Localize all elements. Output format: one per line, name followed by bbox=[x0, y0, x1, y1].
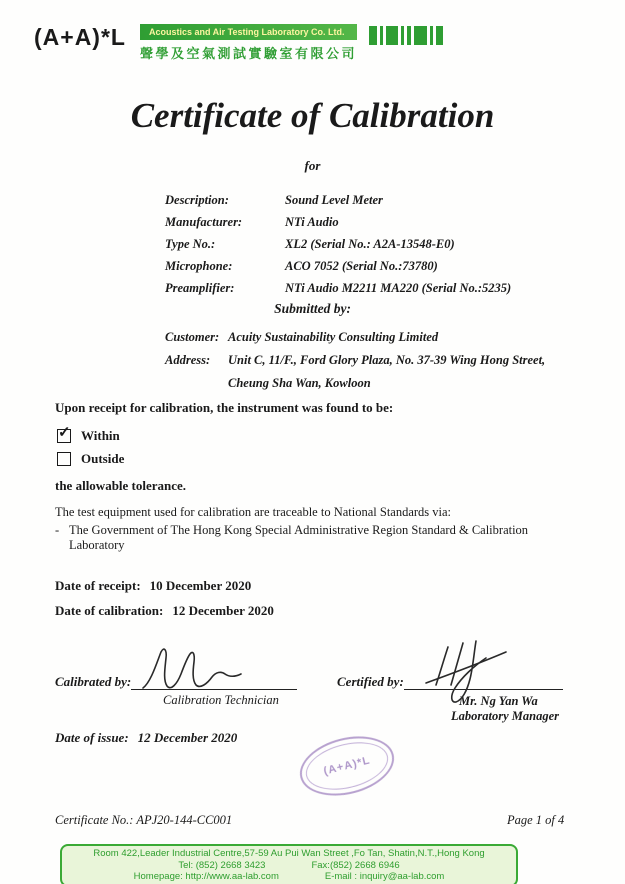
field-value: NTi Audio bbox=[285, 215, 339, 229]
footer-address: Room 422,Leader Industrial Centre,57-59 Au Pui Wan Street ,Fo Tan, Shatin,N.T.,Hong Kong bbox=[93, 848, 485, 859]
receipt-statement: Upon receipt for calibration, the instrument was found to be: bbox=[55, 400, 394, 415]
date-of-calibration-value: 12 December 2020 bbox=[172, 603, 274, 618]
field-label: Type No.: bbox=[165, 237, 216, 251]
company-name-chinese: 聲學及空氣測試實驗室有限公司 bbox=[139, 46, 357, 61]
customer-row bbox=[165, 326, 545, 349]
tolerance-note: the allowable tolerance. bbox=[55, 478, 187, 493]
checkbox-row-within bbox=[57, 425, 124, 444]
traceability-item bbox=[55, 523, 570, 554]
footer-web-row bbox=[62, 871, 516, 883]
certified-by-block bbox=[337, 650, 563, 724]
checkbox-outside-label: Outside bbox=[81, 451, 125, 466]
address-line1: Unit C, 11/F., Ford Glory Plaza, No. 37-39 Wing Hong Street, bbox=[228, 353, 546, 367]
field-label: Preamplifier: bbox=[165, 281, 235, 295]
footer-homepage: Homepage: http://www.aa-lab.com bbox=[133, 871, 279, 882]
checkbox-outside bbox=[57, 452, 71, 466]
certified-by-signature bbox=[418, 639, 538, 705]
footer-contact-bar bbox=[60, 844, 518, 884]
footer-tel: Tel: (852) 2668 3423 bbox=[178, 859, 266, 871]
company-logo: (A+A)*L bbox=[34, 24, 126, 50]
field-row-description bbox=[165, 189, 511, 211]
field-label: Microphone: bbox=[165, 259, 233, 273]
header bbox=[34, 24, 443, 62]
traceability-bullet: - bbox=[55, 522, 60, 537]
calibrated-by-title: Calibration Technician bbox=[163, 693, 279, 707]
address-row-2 bbox=[165, 372, 545, 395]
address-line2: Cheung Sha Wan, Kowloon bbox=[228, 376, 371, 390]
field-value: NTi Audio M2211 MA220 (Serial No.:5235) bbox=[285, 281, 512, 295]
field-row-preamplifier bbox=[165, 277, 511, 299]
laboratory-stamp bbox=[294, 727, 401, 805]
tolerance-checkboxes bbox=[57, 425, 125, 474]
instrument-details bbox=[165, 189, 511, 299]
calibrated-by-block bbox=[55, 650, 297, 708]
date-of-receipt bbox=[55, 578, 251, 594]
customer-label: Customer: bbox=[165, 330, 220, 344]
certified-by-name: Mr. Ng Yan Wa bbox=[459, 694, 538, 708]
date-of-calibration-label: Date of calibration: bbox=[55, 603, 164, 618]
calibrated-by-signature bbox=[137, 644, 267, 694]
traceability-intro: The test equipment used for calibration are traceable to National Standards via: bbox=[55, 505, 452, 519]
date-of-calibration bbox=[55, 603, 274, 619]
for-label: for bbox=[304, 158, 321, 173]
field-label: Description: bbox=[165, 193, 229, 207]
checkbox-row-outside bbox=[57, 451, 124, 467]
check-icon: ✓ bbox=[58, 425, 71, 441]
certified-by-signature-line bbox=[404, 649, 563, 690]
certified-by-title: Laboratory Manager bbox=[451, 709, 559, 723]
certified-by-row bbox=[337, 650, 563, 690]
submitted-by-heading: Submitted by: bbox=[274, 301, 351, 316]
date-of-receipt-value: 10 December 2020 bbox=[149, 578, 252, 593]
stamp-text: (A+A)*L bbox=[322, 754, 372, 778]
field-label: Manufacturer: bbox=[165, 215, 243, 229]
field-row-type-no bbox=[165, 233, 511, 255]
date-of-receipt-label: Date of receipt: bbox=[55, 578, 141, 593]
customer-value: Acuity Sustainability Consulting Limited bbox=[228, 330, 439, 344]
calibrated-by-signature-line bbox=[131, 649, 297, 690]
certified-by-label: Certified by: bbox=[337, 674, 404, 689]
date-of-issue-label: Date of issue: bbox=[55, 730, 129, 745]
footer-email: E-mail : inquiry@aa-lab.com bbox=[324, 871, 445, 882]
field-row-microphone bbox=[165, 255, 511, 277]
customer-details bbox=[165, 326, 545, 395]
certificate-number: Certificate No.: APJ20-144-CC001 bbox=[55, 813, 233, 827]
certificate-title: Certificate of Calibration bbox=[130, 96, 495, 135]
footer-phone-row bbox=[62, 860, 516, 872]
checkbox-within-label: Within bbox=[81, 428, 120, 443]
field-value: Sound Level Meter bbox=[285, 193, 383, 207]
field-row-manufacturer bbox=[165, 211, 511, 233]
address-row bbox=[165, 349, 545, 372]
calibrated-by-label: Calibrated by: bbox=[55, 674, 132, 689]
traceability-section bbox=[55, 505, 570, 554]
traceability-body: The Government of The Hong Kong Special Administrative Region Standard & Calibration Laboratory bbox=[69, 522, 529, 552]
date-of-issue bbox=[55, 730, 237, 746]
company-name-block bbox=[140, 24, 357, 62]
calibrated-by-row bbox=[55, 650, 297, 690]
checkbox-within bbox=[57, 425, 71, 443]
footer-fax: Fax:(852) 2668 6946 bbox=[311, 859, 400, 871]
address-label: Address: bbox=[165, 353, 211, 367]
barcode-decoration-icon bbox=[369, 26, 443, 45]
date-of-issue-value: 12 December 2020 bbox=[137, 730, 238, 745]
page-number: Page 1 of 4 bbox=[507, 813, 565, 827]
field-value: XL2 (Serial No.: A2A-13548-E0) bbox=[285, 237, 455, 251]
company-name-banner: Acoustics and Air Testing Laboratory Co. Ltd. bbox=[140, 24, 357, 40]
field-value: ACO 7052 (Serial No.:73780) bbox=[285, 259, 438, 273]
